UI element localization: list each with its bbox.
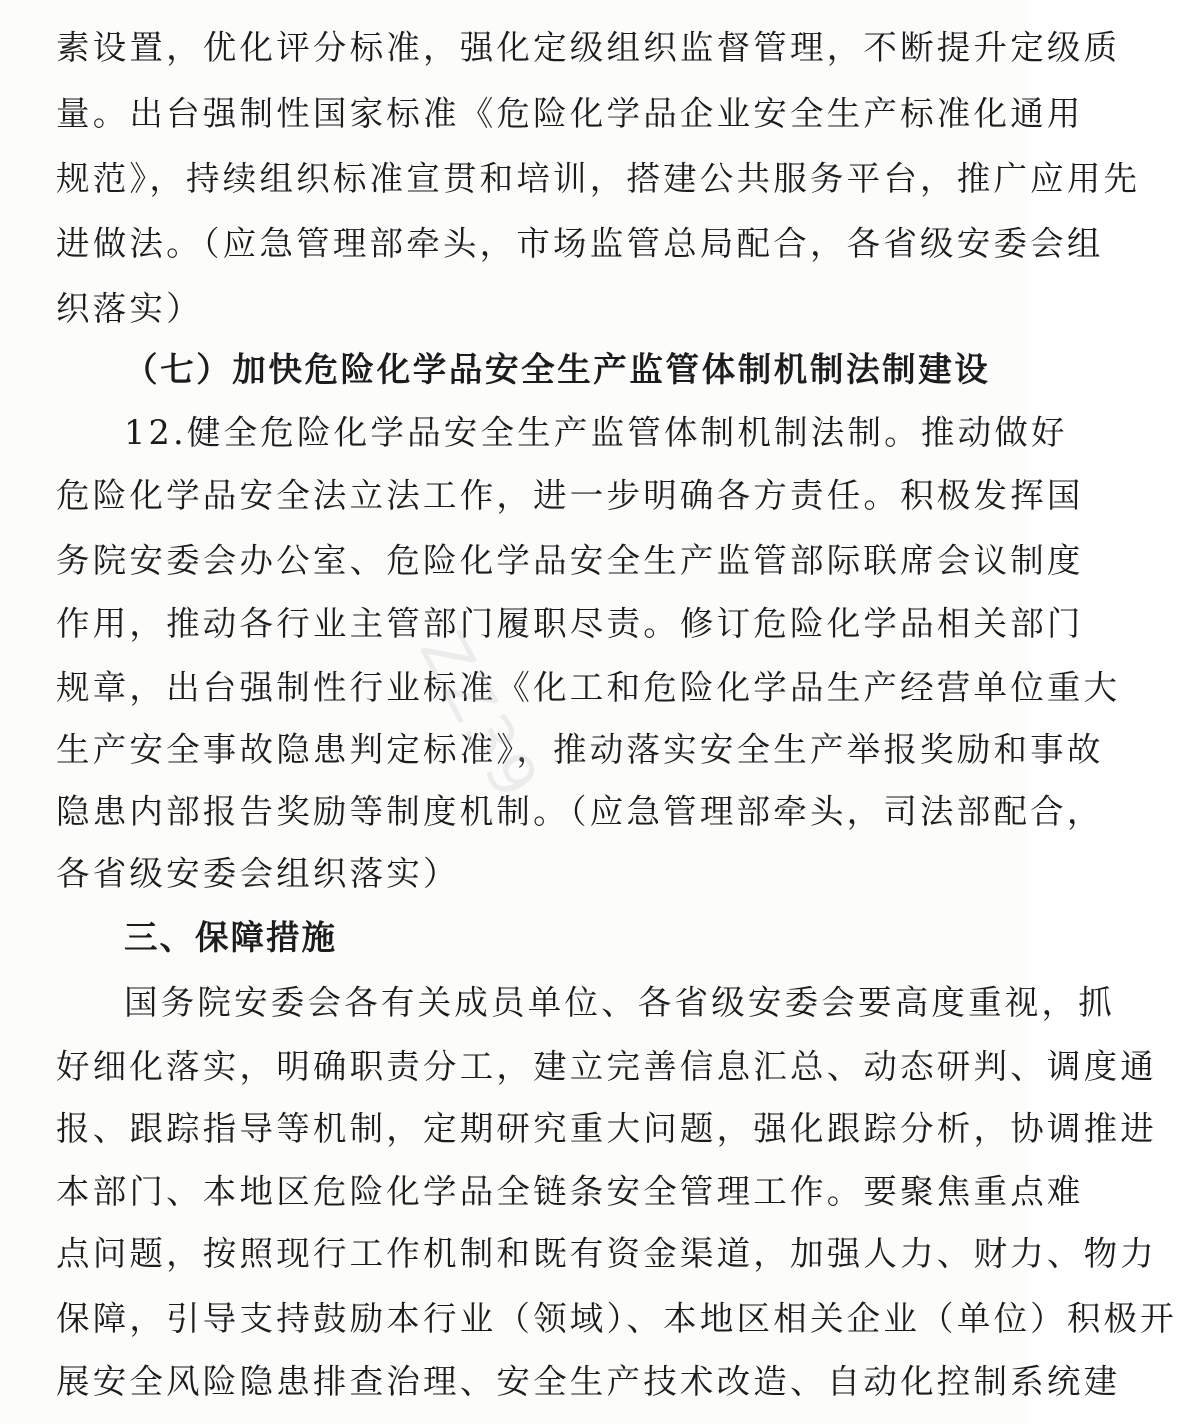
- text-line: 点问题，按照现行工作机制和既有资金渠道，加强人力、财力、物力: [56, 1234, 1157, 1273]
- text-line: 织落实）: [56, 289, 203, 328]
- text-line: 危险化学品安全法立法工作，进一步明确各方责任。积极发挥国: [56, 476, 1084, 515]
- text-line: 12.健全危险化学品安全生产监管体制机制法制。推动做好: [124, 413, 1068, 452]
- text-line: 量。出台强制性国家标准《危险化学品企业安全生产标准化通用: [56, 94, 1084, 133]
- watermark: ZZ39: [405, 620, 555, 814]
- text-line: 国务院安委会各有关成员单位、各省级安委会要高度重视，抓: [124, 983, 1115, 1022]
- section-heading: （七）加快危险化学品安全生产监管体制机制法制建设: [124, 350, 991, 389]
- text-line: 务院安委会办公室、危险化学品安全生产监管部际联席会议制度: [56, 541, 1084, 580]
- text-line: 作用，推动各行业主管部门履职尽责。修订危险化学品相关部门: [56, 604, 1084, 643]
- text-line: 隐患内部报告奖励等制度机制。（应急管理部牵头，司法部配合，: [56, 792, 1104, 831]
- text-line: 保障，引导支持鼓励本行业（领域）、本地区相关企业（单位）积极开: [56, 1299, 1177, 1338]
- text-line: 生产安全事故隐患判定标准》，推动落实安全生产举报奖励和事故: [56, 730, 1104, 769]
- text-line: 展安全风险隐患排查治理、安全生产技术改造、自动化控制系统建: [56, 1362, 1121, 1401]
- text-line: 规范》，持续组织标准宣贯和培训，搭建公共服务平台，推广应用先: [56, 159, 1141, 198]
- text-line: 本部门、本地区危险化学品全链条安全管理工作。要聚焦重点难: [56, 1172, 1084, 1211]
- text-line: 进做法。（应急管理部牵头，市场监管总局配合，各省级安委会组: [56, 224, 1104, 263]
- text-line: 好细化落实，明确职责分工，建立完善信息汇总、动态研判、调度通: [56, 1047, 1157, 1086]
- section-heading: 三、保障措施: [124, 918, 337, 957]
- text-line: 报、跟踪指导等机制，定期研究重大问题，强化跟踪分析，协调推进: [56, 1109, 1157, 1148]
- text-line: 素设置，优化评分标准，强化定级组织监督管理，不断提升定级质: [56, 28, 1121, 67]
- text-line: 各省级安委会组织落实）: [56, 854, 460, 893]
- text-line: 规章，出台强制性行业标准《化工和危险化学品生产经营单位重大: [56, 668, 1121, 707]
